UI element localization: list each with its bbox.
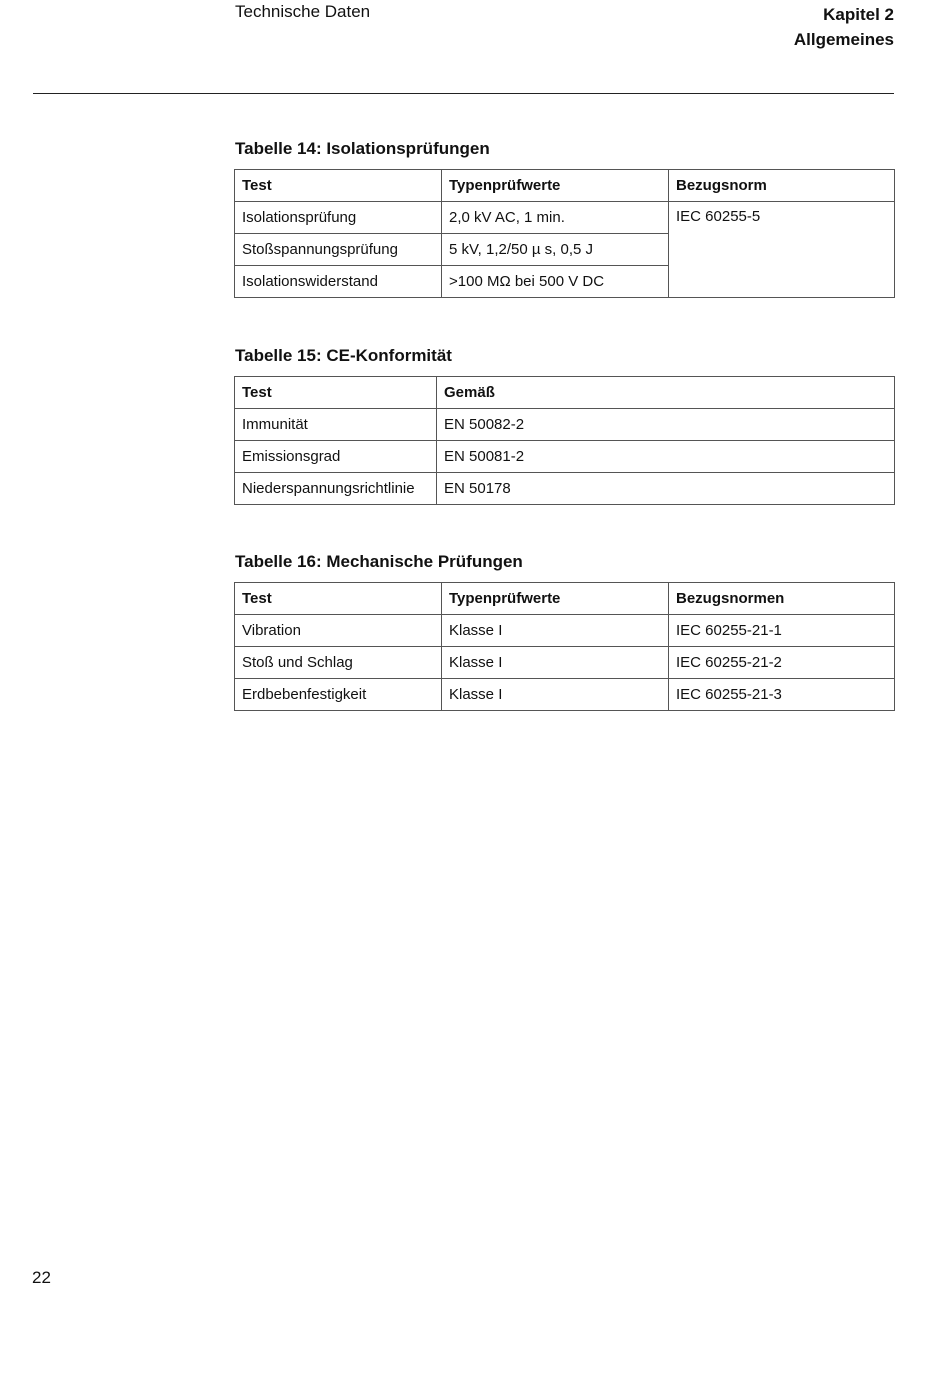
page-number: 22 [32, 1268, 51, 1287]
table-row [235, 409, 895, 441]
table-cell: IEC 60255-21-2 [669, 647, 895, 679]
header-rule [33, 93, 894, 94]
table-cell: Stoß und Schlag [235, 647, 442, 679]
table-row [235, 679, 895, 711]
table14-title: Tabelle 14: Isolationsprüfungen [235, 139, 490, 158]
header-chapter-block [794, 2, 894, 52]
table-cell: Klasse I [442, 615, 669, 647]
table-cell: >100 MΩ bei 500 V DC [442, 266, 669, 298]
table14 [234, 169, 895, 298]
table-cell: EN 50081-2 [437, 441, 895, 473]
table-cell: Stoßspannungsprüfung [235, 234, 442, 266]
table-row [235, 647, 895, 679]
table-header-row [235, 583, 895, 615]
table-header-row [235, 377, 895, 409]
table-cell: Immunität [235, 409, 437, 441]
table14-norm-cell: IEC 60255-5 [669, 202, 895, 298]
table-row [235, 441, 895, 473]
table-cell: IEC 60255-21-3 [669, 679, 895, 711]
table15 [234, 376, 895, 505]
table-header-cell: Bezugsnormen [669, 583, 895, 615]
table-cell: Emissionsgrad [235, 441, 437, 473]
table-header-cell: Typenprüfwerte [442, 583, 669, 615]
table16 [234, 582, 895, 711]
table-cell: Niederspannungsrichtlinie [235, 473, 437, 505]
table-cell: Klasse I [442, 647, 669, 679]
table-cell: IEC 60255-21-1 [669, 615, 895, 647]
table16-title: Tabelle 16: Mechanische Prüfungen [235, 552, 523, 571]
header-section: Allgemeines [793, 30, 894, 49]
table-cell: 2,0 kV AC, 1 min. [442, 202, 669, 234]
table-cell: Vibration [235, 615, 442, 647]
table-header-cell: Bezugsnorm [669, 170, 895, 202]
table-cell: EN 50082-2 [437, 409, 895, 441]
table-header-cell: Test [235, 377, 437, 409]
table-header-cell: Test [235, 170, 442, 202]
header-doc-title: Technische Daten [235, 2, 371, 21]
table-row [235, 615, 895, 647]
table-cell: EN 50178 [437, 473, 895, 505]
table-cell: Isolationsprüfung [235, 202, 442, 234]
table-row [235, 202, 895, 234]
table-cell: Klasse I [442, 679, 669, 711]
table-header-cell: Test [235, 583, 442, 615]
table-cell: 5 kV, 1,2/50 µ s, 0,5 J [442, 234, 669, 266]
table-header-cell: Typenprüfwerte [442, 170, 669, 202]
table-cell: Erdbebenfestigkeit [235, 679, 442, 711]
table-header-row [235, 170, 895, 202]
table-cell: Isolationswiderstand [235, 266, 442, 298]
table15-title: Tabelle 15: CE-Konformität [235, 346, 452, 365]
header-chapter: Kapitel 2 [823, 5, 894, 24]
table-row [235, 473, 895, 505]
table-header-cell: Gemäß [437, 377, 895, 409]
